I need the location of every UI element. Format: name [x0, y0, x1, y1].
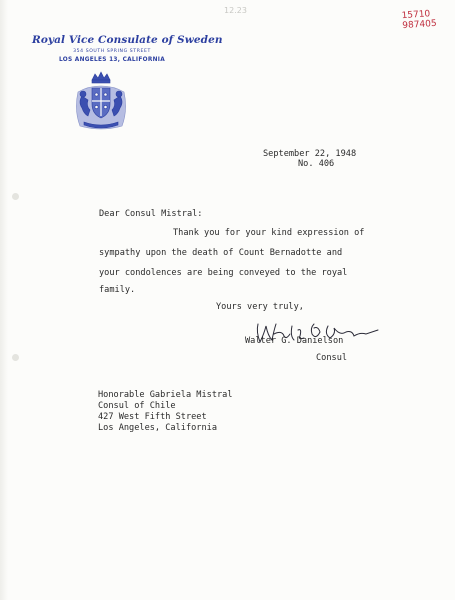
- recipient-title: Consul of Chile: [98, 401, 176, 411]
- signer-title: Consul: [316, 353, 348, 363]
- letter-reference: No. 406: [298, 159, 335, 169]
- letterhead-city: LOS ANGELES 13, CALIFORNIA: [58, 57, 166, 63]
- body-line: your condolences are being conveyed to the royal: [99, 268, 348, 278]
- salutation: Dear Consul Mistral:: [99, 209, 203, 219]
- recipient-name: Honorable Gabriela Mistral: [98, 390, 233, 400]
- letterhead-street: 354 SOUTH SPRING STREET: [73, 49, 151, 54]
- letterhead-name: Royal Vice Consulate of Sweden: [32, 34, 223, 46]
- archive-number: [401, 9, 437, 31]
- archive-number-line2: 987405: [402, 18, 438, 32]
- punch-hole: [12, 354, 19, 361]
- closing: Yours very truly,: [216, 302, 304, 312]
- recipient-street: 427 West Fifth Street: [98, 412, 207, 422]
- letterhead: [32, 34, 223, 63]
- letter-date: September 22, 1948: [263, 149, 357, 159]
- paper-edge: [0, 0, 8, 600]
- recipient-city: Los Angeles, California: [98, 423, 217, 433]
- archive-number-line1: 15710: [401, 9, 431, 22]
- punch-hole: [12, 193, 19, 200]
- signer-name: Walter G. Danielson: [245, 336, 344, 346]
- pencil-note: 12.23: [224, 6, 247, 15]
- body-line: Thank you for your kind expression of: [173, 228, 365, 238]
- body-line: family.: [99, 285, 136, 295]
- body-line: sympathy upon the death of Count Bernadotte and: [99, 248, 343, 258]
- coat-of-arms-icon: [70, 70, 132, 134]
